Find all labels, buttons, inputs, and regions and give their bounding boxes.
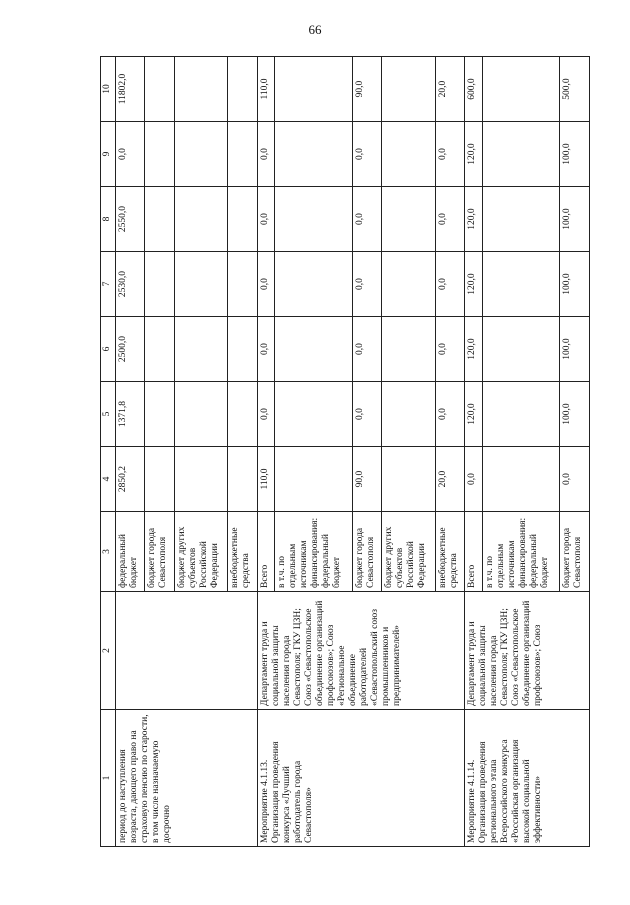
value-cell	[382, 57, 436, 122]
executor-cell: Департамент труда и социальной защиты населения города Севастополя; ГКУ ЦЗН; Союз «Севастопольское объединение организаций профсоюзов»; Союз	[465, 592, 590, 710]
value-cell	[228, 57, 257, 122]
value-cell	[482, 447, 560, 512]
value-cell	[174, 187, 228, 252]
value-cell	[145, 187, 174, 252]
funding-source-cell: бюджет других субъектов Российской Федерации	[174, 512, 228, 592]
value-cell	[482, 382, 560, 447]
value-cell: 0,0	[435, 317, 464, 382]
header-cell-4: 4	[101, 447, 116, 512]
value-cell	[275, 447, 353, 512]
value-cell: 0,0	[257, 187, 274, 252]
value-cell: 20,0	[435, 57, 464, 122]
value-cell	[482, 122, 560, 187]
value-cell	[174, 317, 228, 382]
value-cell	[482, 187, 560, 252]
value-cell	[275, 122, 353, 187]
activity-cell: период до наступления возраста, дающего право на страховую пенсию по старости, в том числе назначаемую досрочно	[116, 710, 258, 847]
value-cell: 11802,0	[116, 57, 145, 122]
value-cell	[145, 317, 174, 382]
value-cell	[275, 252, 353, 317]
value-cell	[145, 122, 174, 187]
value-cell	[145, 57, 174, 122]
value-cell	[228, 252, 257, 317]
value-cell: 0,0	[352, 252, 381, 317]
value-cell: 0,0	[465, 447, 482, 512]
value-cell: 0,0	[257, 252, 274, 317]
funding-source-cell: федеральный бюджет	[116, 512, 145, 592]
value-cell: 0,0	[257, 317, 274, 382]
funding-source-cell: в т.ч. по отдельным источникам финансирования: федеральный бюджет	[482, 512, 560, 592]
value-cell: 0,0	[352, 317, 381, 382]
funding-source-cell: Всего	[465, 512, 482, 592]
header-row	[101, 57, 116, 847]
value-cell: 0,0	[352, 382, 381, 447]
value-cell: 0,0	[435, 382, 464, 447]
value-cell	[174, 252, 228, 317]
value-cell	[228, 122, 257, 187]
funding-source-cell: бюджет других субъектов Российской Федерации	[382, 512, 436, 592]
value-cell	[275, 57, 353, 122]
value-cell	[145, 252, 174, 317]
value-cell: 20,0	[435, 447, 464, 512]
value-cell	[382, 382, 436, 447]
value-cell: 0,0	[257, 382, 274, 447]
activity-cell: Мероприятие 4.1.14. Организация проведения регионального этапа Всероссийского конкурса «Российская организация высокой социальной эффективности»	[465, 710, 590, 847]
value-cell: 0,0	[352, 187, 381, 252]
value-cell	[275, 382, 353, 447]
funding-source-cell: бюджет города Севастополя	[560, 512, 590, 592]
value-cell: 0,0	[560, 447, 590, 512]
value-cell: 100,0	[560, 382, 590, 447]
value-cell	[382, 447, 436, 512]
value-cell	[174, 57, 228, 122]
value-cell	[145, 447, 174, 512]
value-cell	[382, 122, 436, 187]
value-cell: 2500,0	[116, 317, 145, 382]
value-cell: 0,0	[435, 252, 464, 317]
table-row	[257, 57, 274, 847]
value-cell: 100,0	[560, 187, 590, 252]
value-cell: 120,0	[465, 382, 482, 447]
funding-source-cell: бюджет города Севастополя	[145, 512, 174, 592]
value-cell	[174, 447, 228, 512]
page-number: 66	[308, 22, 322, 37]
value-cell	[382, 187, 436, 252]
header-cell-10: 10	[101, 57, 116, 122]
header-cell-1: 1	[101, 710, 116, 847]
value-cell	[382, 317, 436, 382]
value-cell: 120,0	[465, 122, 482, 187]
value-cell	[145, 382, 174, 447]
value-cell	[482, 252, 560, 317]
value-cell: 0,0	[116, 122, 145, 187]
value-cell	[228, 382, 257, 447]
table-wrapper	[100, 57, 590, 847]
value-cell	[228, 447, 257, 512]
value-cell: 0,0	[352, 122, 381, 187]
value-cell	[174, 382, 228, 447]
value-cell: 120,0	[465, 317, 482, 382]
funding-source-cell: Всего	[257, 512, 274, 592]
rotated-table-container	[100, 57, 590, 847]
value-cell: 0,0	[435, 187, 464, 252]
funding-source-cell: внебюджетные средства	[435, 512, 464, 592]
value-cell: 2530,0	[116, 252, 145, 317]
value-cell: 110,0	[257, 447, 274, 512]
funding-source-cell: внебюджетные средства	[228, 512, 257, 592]
header-cell-9: 9	[101, 122, 116, 187]
value-cell	[482, 317, 560, 382]
header-cell-3: 3	[101, 512, 116, 592]
value-cell: 0,0	[257, 122, 274, 187]
value-cell: 120,0	[465, 252, 482, 317]
table-row	[465, 57, 482, 847]
executor-cell: Департамент труда и социальной защиты населения города Севастополя; ГКУ ЦЗН; Союз «Севастопольское объединение организаций профсоюзов»; Союз «Региональное объединение работодателей «Севастопольский союз промышленников и предпринимателей»	[257, 592, 464, 710]
value-cell	[482, 57, 560, 122]
header-cell-8: 8	[101, 187, 116, 252]
value-cell: 0,0	[435, 122, 464, 187]
value-cell	[228, 317, 257, 382]
activity-cell: Мероприятие 4.1.13. Организация проведения конкурса «Лучший работодатель города Севастополя»	[257, 710, 464, 847]
funding-source-cell: бюджет города Севастополя	[352, 512, 381, 592]
value-cell: 120,0	[465, 187, 482, 252]
header-cell-7: 7	[101, 252, 116, 317]
header-cell-6: 6	[101, 317, 116, 382]
value-cell	[174, 122, 228, 187]
funding-table	[100, 56, 590, 847]
value-cell: 1371,8	[116, 382, 145, 447]
value-cell: 500,0	[560, 57, 590, 122]
value-cell: 2850,2	[116, 447, 145, 512]
value-cell: 100,0	[560, 317, 590, 382]
executor-cell	[116, 592, 258, 710]
value-cell: 2550,0	[116, 187, 145, 252]
value-cell: 90,0	[352, 447, 381, 512]
value-cell	[275, 317, 353, 382]
value-cell: 90,0	[352, 57, 381, 122]
value-cell: 600,0	[465, 57, 482, 122]
header-cell-2: 2	[101, 592, 116, 710]
value-cell	[275, 187, 353, 252]
value-cell	[382, 252, 436, 317]
table-row	[116, 57, 145, 847]
value-cell: 100,0	[560, 122, 590, 187]
funding-source-cell: в т.ч. по отдельным источникам финансирования: федеральный бюджет	[275, 512, 353, 592]
value-cell: 100,0	[560, 252, 590, 317]
value-cell	[228, 187, 257, 252]
header-cell-5: 5	[101, 382, 116, 447]
value-cell: 110,0	[257, 57, 274, 122]
